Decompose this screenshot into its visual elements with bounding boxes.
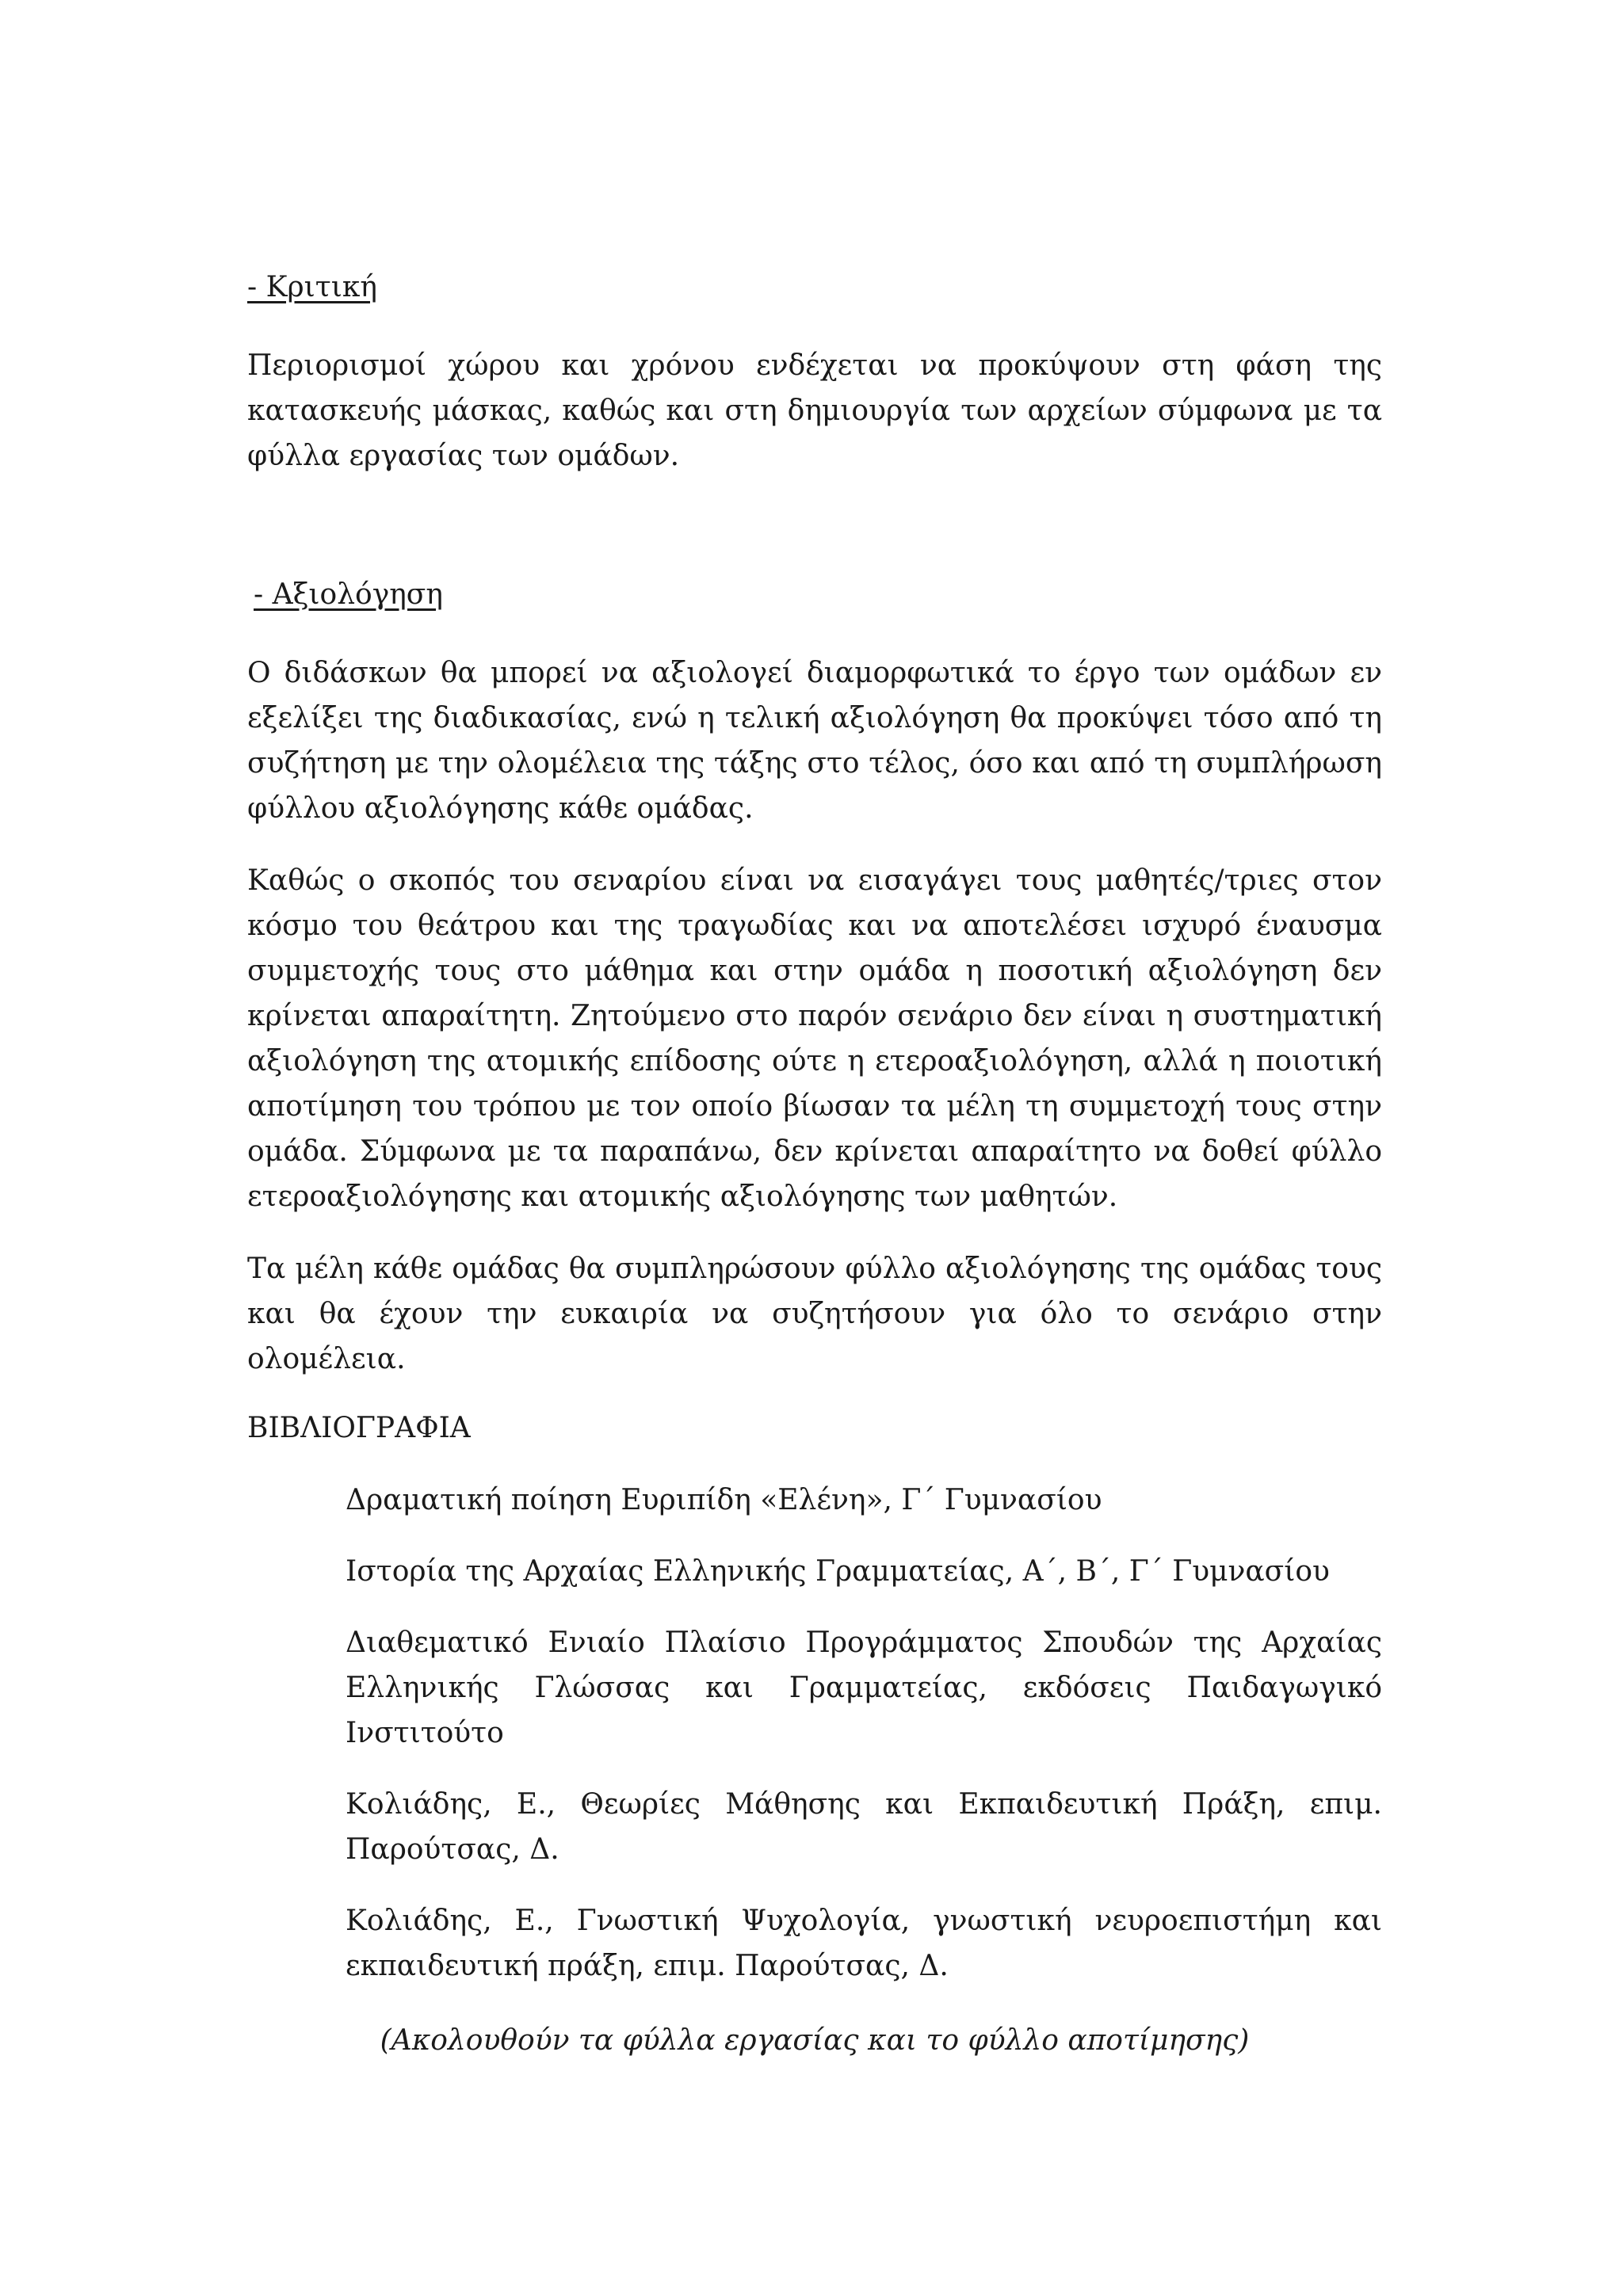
bibliography-item: Ιστορία της Αρχαίας Ελληνικής Γραμματείας, Α΄, Β΄, Γ΄ Γυμνασίου [346,1555,1330,1588]
section-evaluation [247,573,1382,1382]
paragraph-evaluation-3: Τα μέλη κάθε ομάδας θα συμπληρώσουν φύλλο αξιολόγησης της ομάδας τους και θα έχουν την ευκαιρία να συζητήσουν για όλο το σενάριο στην ολομέλεια. [247,1253,1382,1375]
bibliography-list [346,1478,1382,2015]
closing-note: (Ακολουθούν τα φύλλα εργασίας και το φύλλο αποτίμησης) [380,2024,1250,2057]
bibliography-item: Κολιάδης, Ε., Γνωστική Ψυχολογία, γνωστική νευροεπιστήμη και εκπαιδευτική πράξη, επιμ. Παρούτσας, Δ. [346,1905,1382,1982]
bibliography-item: Κολιάδης, Ε., Θεωρίες Μάθησης και Εκπαιδευτική Πράξη, επιμ. Παρούτσας, Δ. [346,1788,1382,1866]
bibliography-title: ΒΙΒΛΙΟΓΡΑΦΙΑ [247,1412,471,1444]
paragraph-critique: Περιορισμοί χώρου και χρόνου ενδέχεται να προκύψουν στη φάση της κατασκευής μάσκας, καθώς και στη δημιουργία των αρχείων σύμφωνα με τα φύλλα εργασίας των ομάδων. [247,349,1382,472]
section-heading-critique: - Κριτική [247,271,377,303]
paragraph-evaluation-1: Ο διδάσκων θα μπορεί να αξιολογεί διαμορφωτικά το έργο των ομάδων εν εξελίξει της διαδικασίας, ενώ η τελική αξιολόγηση θα προκύψει τόσο από τη συζήτηση με την ολομέλεια της τάξης στο τέλος, όσο και από τη συμπλήρωση φύλλου αξιολόγησης κάθε ομάδας. [247,657,1382,825]
bibliography-item: Διαθεματικό Ενιαίο Πλαίσιο Προγράμματος Σπουδών της Αρχαίας Ελληνικής Γλώσσας και Γραμματείας, εκδόσεις Παιδαγωγικό Ινστιτούτο [346,1627,1382,1749]
paragraph-evaluation-2: Καθώς ο σκοπός του σεναρίου είναι να εισαγάγει τους μαθητές/τριες στον κόσμο του θεάτρου και της τραγωδίας και να αποτελέσει ισχυρό έναυσμα συμμετοχής τους στο μάθημα και στην ομάδα η ποσοτική αξιολόγηση δεν κρίνεται απαραίτητη. Ζητούμενο στο παρόν σενάριο δεν είναι η συστηματική αξιολόγηση της ατομικής επίδοσης ούτε η ετεροαξιολόγηση, αλλά η ποιοτική αποτίμηση του τρόπου με τον οποίο βίωσαν τα μέλη τη συμμετοχή τους στην ομάδα. Σύμφωνα με τα παραπάνω, δεν κρίνεται απαραίτητο να δοθεί φύλλο ετεροαξιολόγησης και ατομικής αξιολόγησης των μαθητών. [247,864,1382,1213]
bibliography-item: Δραματική ποίηση Ευριπίδη «Ελένη», Γ΄ Γυμνασίου [346,1484,1102,1516]
section-heading-evaluation: - Αξιολόγηση [254,578,443,611]
section-critique [247,265,1382,479]
